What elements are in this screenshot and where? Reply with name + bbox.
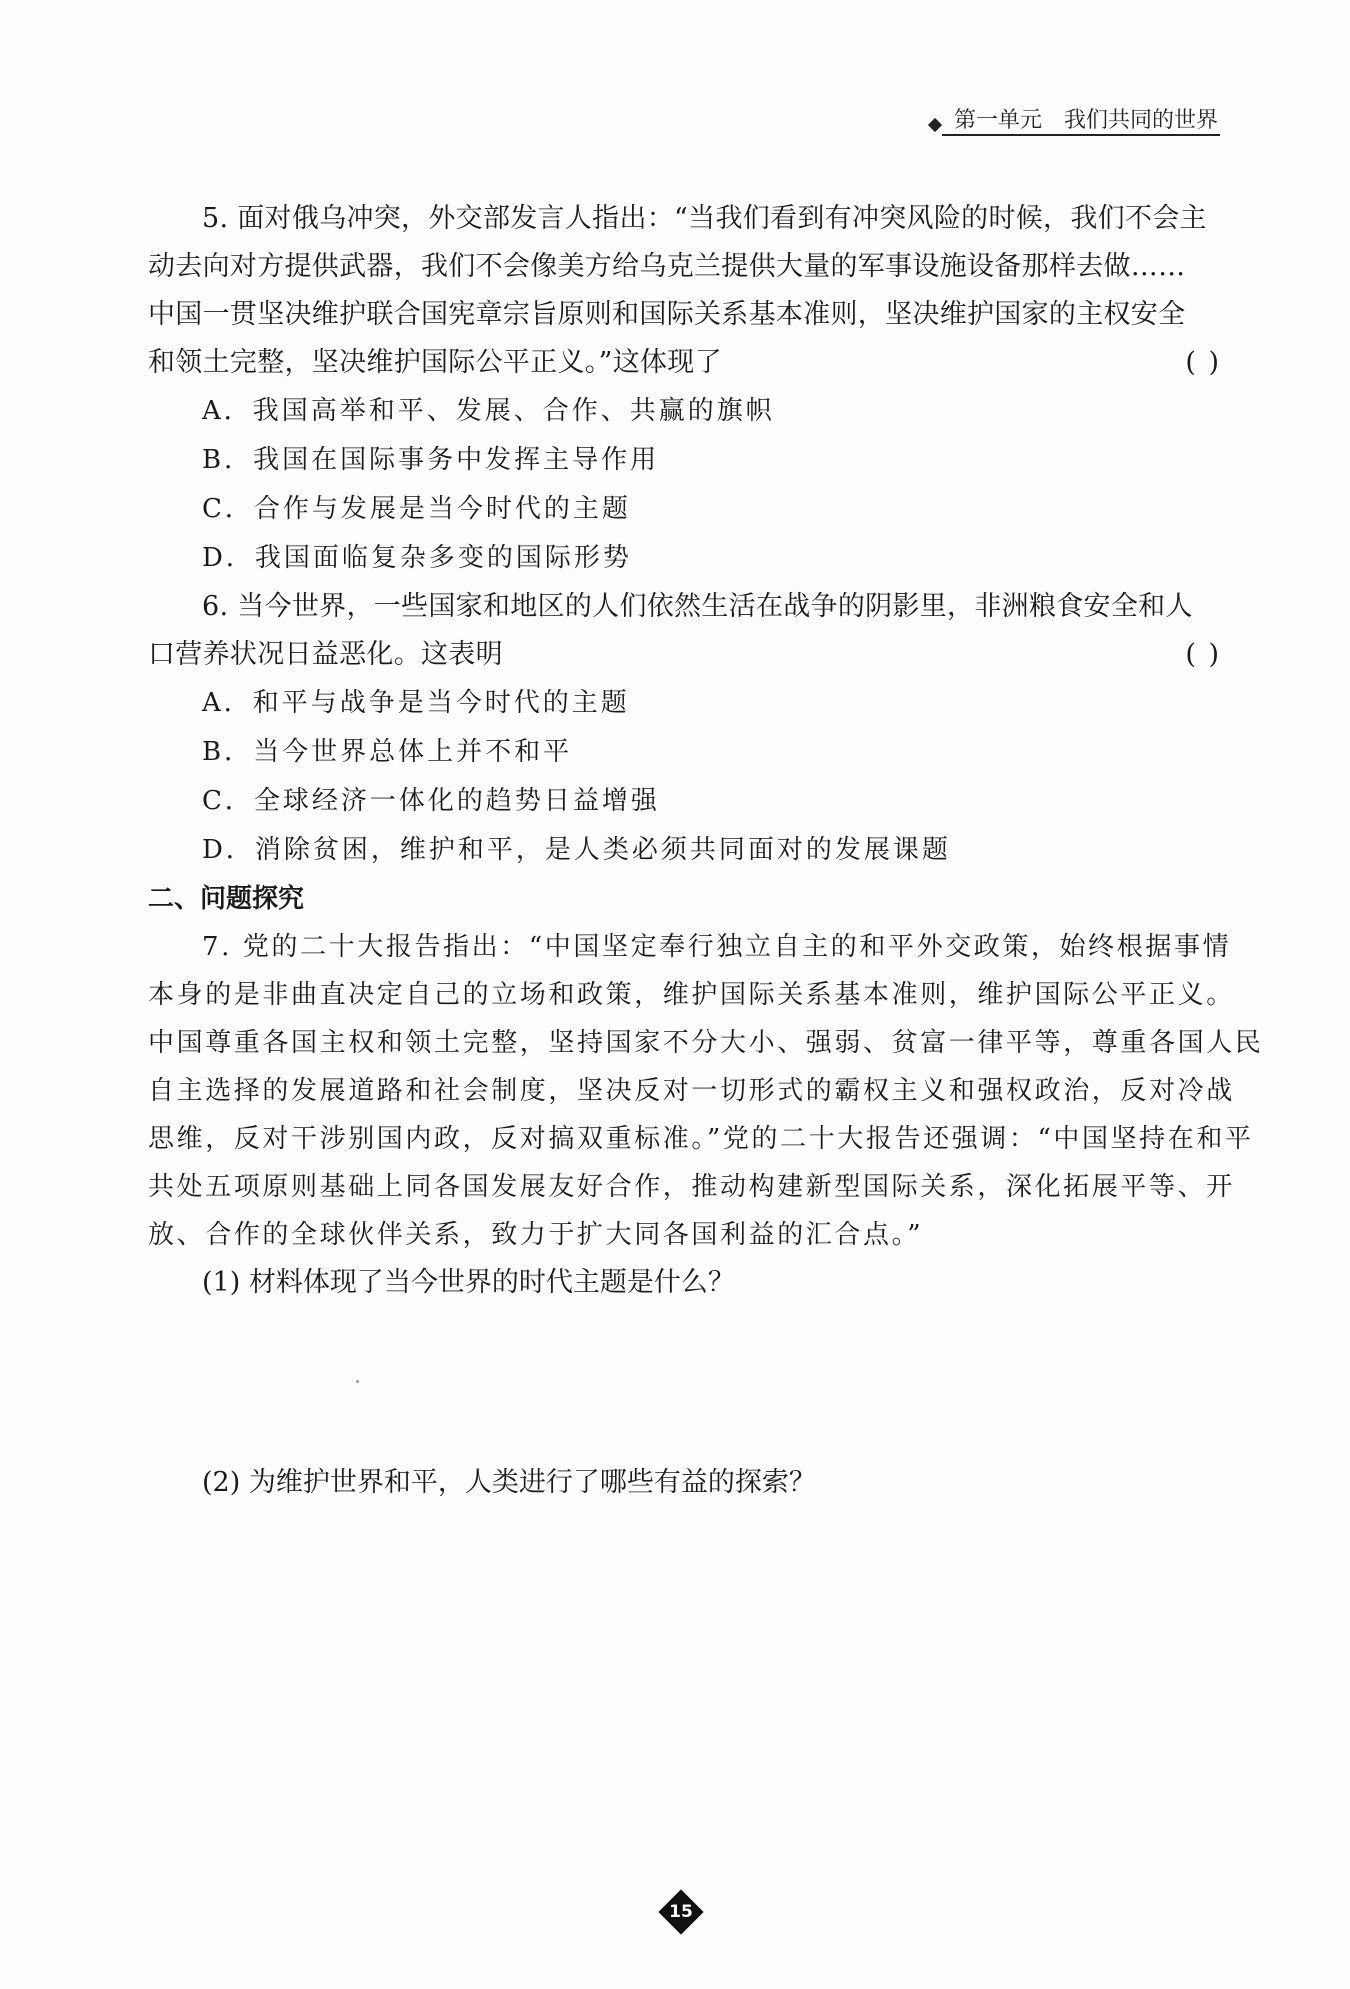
page-number-text: 15 <box>669 1902 693 1922</box>
material-line: 思维，反对干涉别国内政，反对搞双重标准。”党的二十大报告还强调：“中国坚持在和平 <box>148 1124 1254 1154</box>
page-content <box>148 195 1264 1507</box>
material-line: 7. 党的二十大报告指出：“中国坚定奉行独立自主的和平外交政策，始终根据事情 <box>202 932 1232 962</box>
question-5-line: 5. 面对俄乌冲突，外交部发言人指出：“当我们看到有冲突风险的时候，我们不会主 <box>202 203 1207 234</box>
answer-blank: ( ) <box>1185 639 1221 670</box>
option-b: B．当今世界总体上并不和平 <box>202 737 573 767</box>
sub-question-1: (1) 材料体现了当今世界的时代主题是什么？ <box>202 1267 735 1298</box>
question-5 <box>148 195 1223 583</box>
question-6-last-line <box>148 631 1223 679</box>
question-5-line: 动去向对方提供武器，我们不会像美方给乌克兰提供大量的军事设施设备那样去做…… <box>148 251 1186 282</box>
material-line: 共处五项原则基础上同各国发展友好合作，推动构建新型国际关系，深化拓展平等、开 <box>148 1172 1235 1202</box>
page-number <box>661 1892 701 1932</box>
question-6-line: 口营养状况日益恶化。这表明 <box>148 639 503 670</box>
material-line: 放、合作的全球伙伴关系，致力于扩大同各国利益的汇合点。” <box>148 1220 924 1250</box>
option-d: D．我国面临复杂多变的国际形势 <box>202 543 632 573</box>
option-a: A．和平与战争是当今时代的主题 <box>202 688 630 718</box>
question-5-line: 中国一贯坚决维护联合国宪章宗旨原则和国际关系基本准则，坚决维护国家的主权安全 <box>148 299 1186 330</box>
question-7 <box>148 923 1264 1507</box>
stray-mark <box>356 1380 359 1383</box>
header-rule <box>942 134 1220 136</box>
material-line: 中国尊重各国主权和领土完整，坚持国家不分大小、强弱、贫富一律平等，尊重各国人民 <box>148 1028 1264 1058</box>
material-line: 自主选择的发展道路和社会制度，坚决反对一切形式的霸权主义和强权政治，反对冷战 <box>148 1076 1235 1106</box>
answer-space-1 <box>148 1307 1223 1459</box>
option-c: C．全球经济一体化的趋势日益增强 <box>202 786 660 816</box>
question-5-last-line <box>148 339 1223 387</box>
option-c: C．合作与发展是当今时代的主题 <box>202 494 631 524</box>
option-a: A．我国高举和平、发展、合作、共赢的旗帜 <box>202 396 775 426</box>
answer-blank: ( ) <box>1185 347 1221 378</box>
question-6 <box>148 583 1223 875</box>
question-5-line: 和领土完整，坚决维护国际公平正义。”这体现了 <box>148 347 722 378</box>
running-header <box>930 103 1218 133</box>
sub-question-2: (2) 为维护世界和平，人类进行了哪些有益的探索？ <box>202 1467 816 1498</box>
option-d: D．消除贫困，维护和平，是人类必须共同面对的发展课题 <box>202 835 951 865</box>
material-line: 本身的是非曲直决定自己的立场和政策，维护国际关系基本准则，维护国际公平正义。 <box>148 980 1235 1010</box>
unit-label: 第一单元 <box>954 107 1043 133</box>
question-6-line: 6. 当今世界，一些国家和地区的人们依然生活在战争的阴影里，非洲粮食安全和人 <box>202 591 1193 622</box>
unit-title: 我们共同的世界 <box>1064 107 1219 133</box>
diamond-icon <box>928 118 942 132</box>
option-b: B．我国在国际事务中发挥主导作用 <box>202 445 660 475</box>
section-title: 二、问题探究 <box>148 884 305 914</box>
